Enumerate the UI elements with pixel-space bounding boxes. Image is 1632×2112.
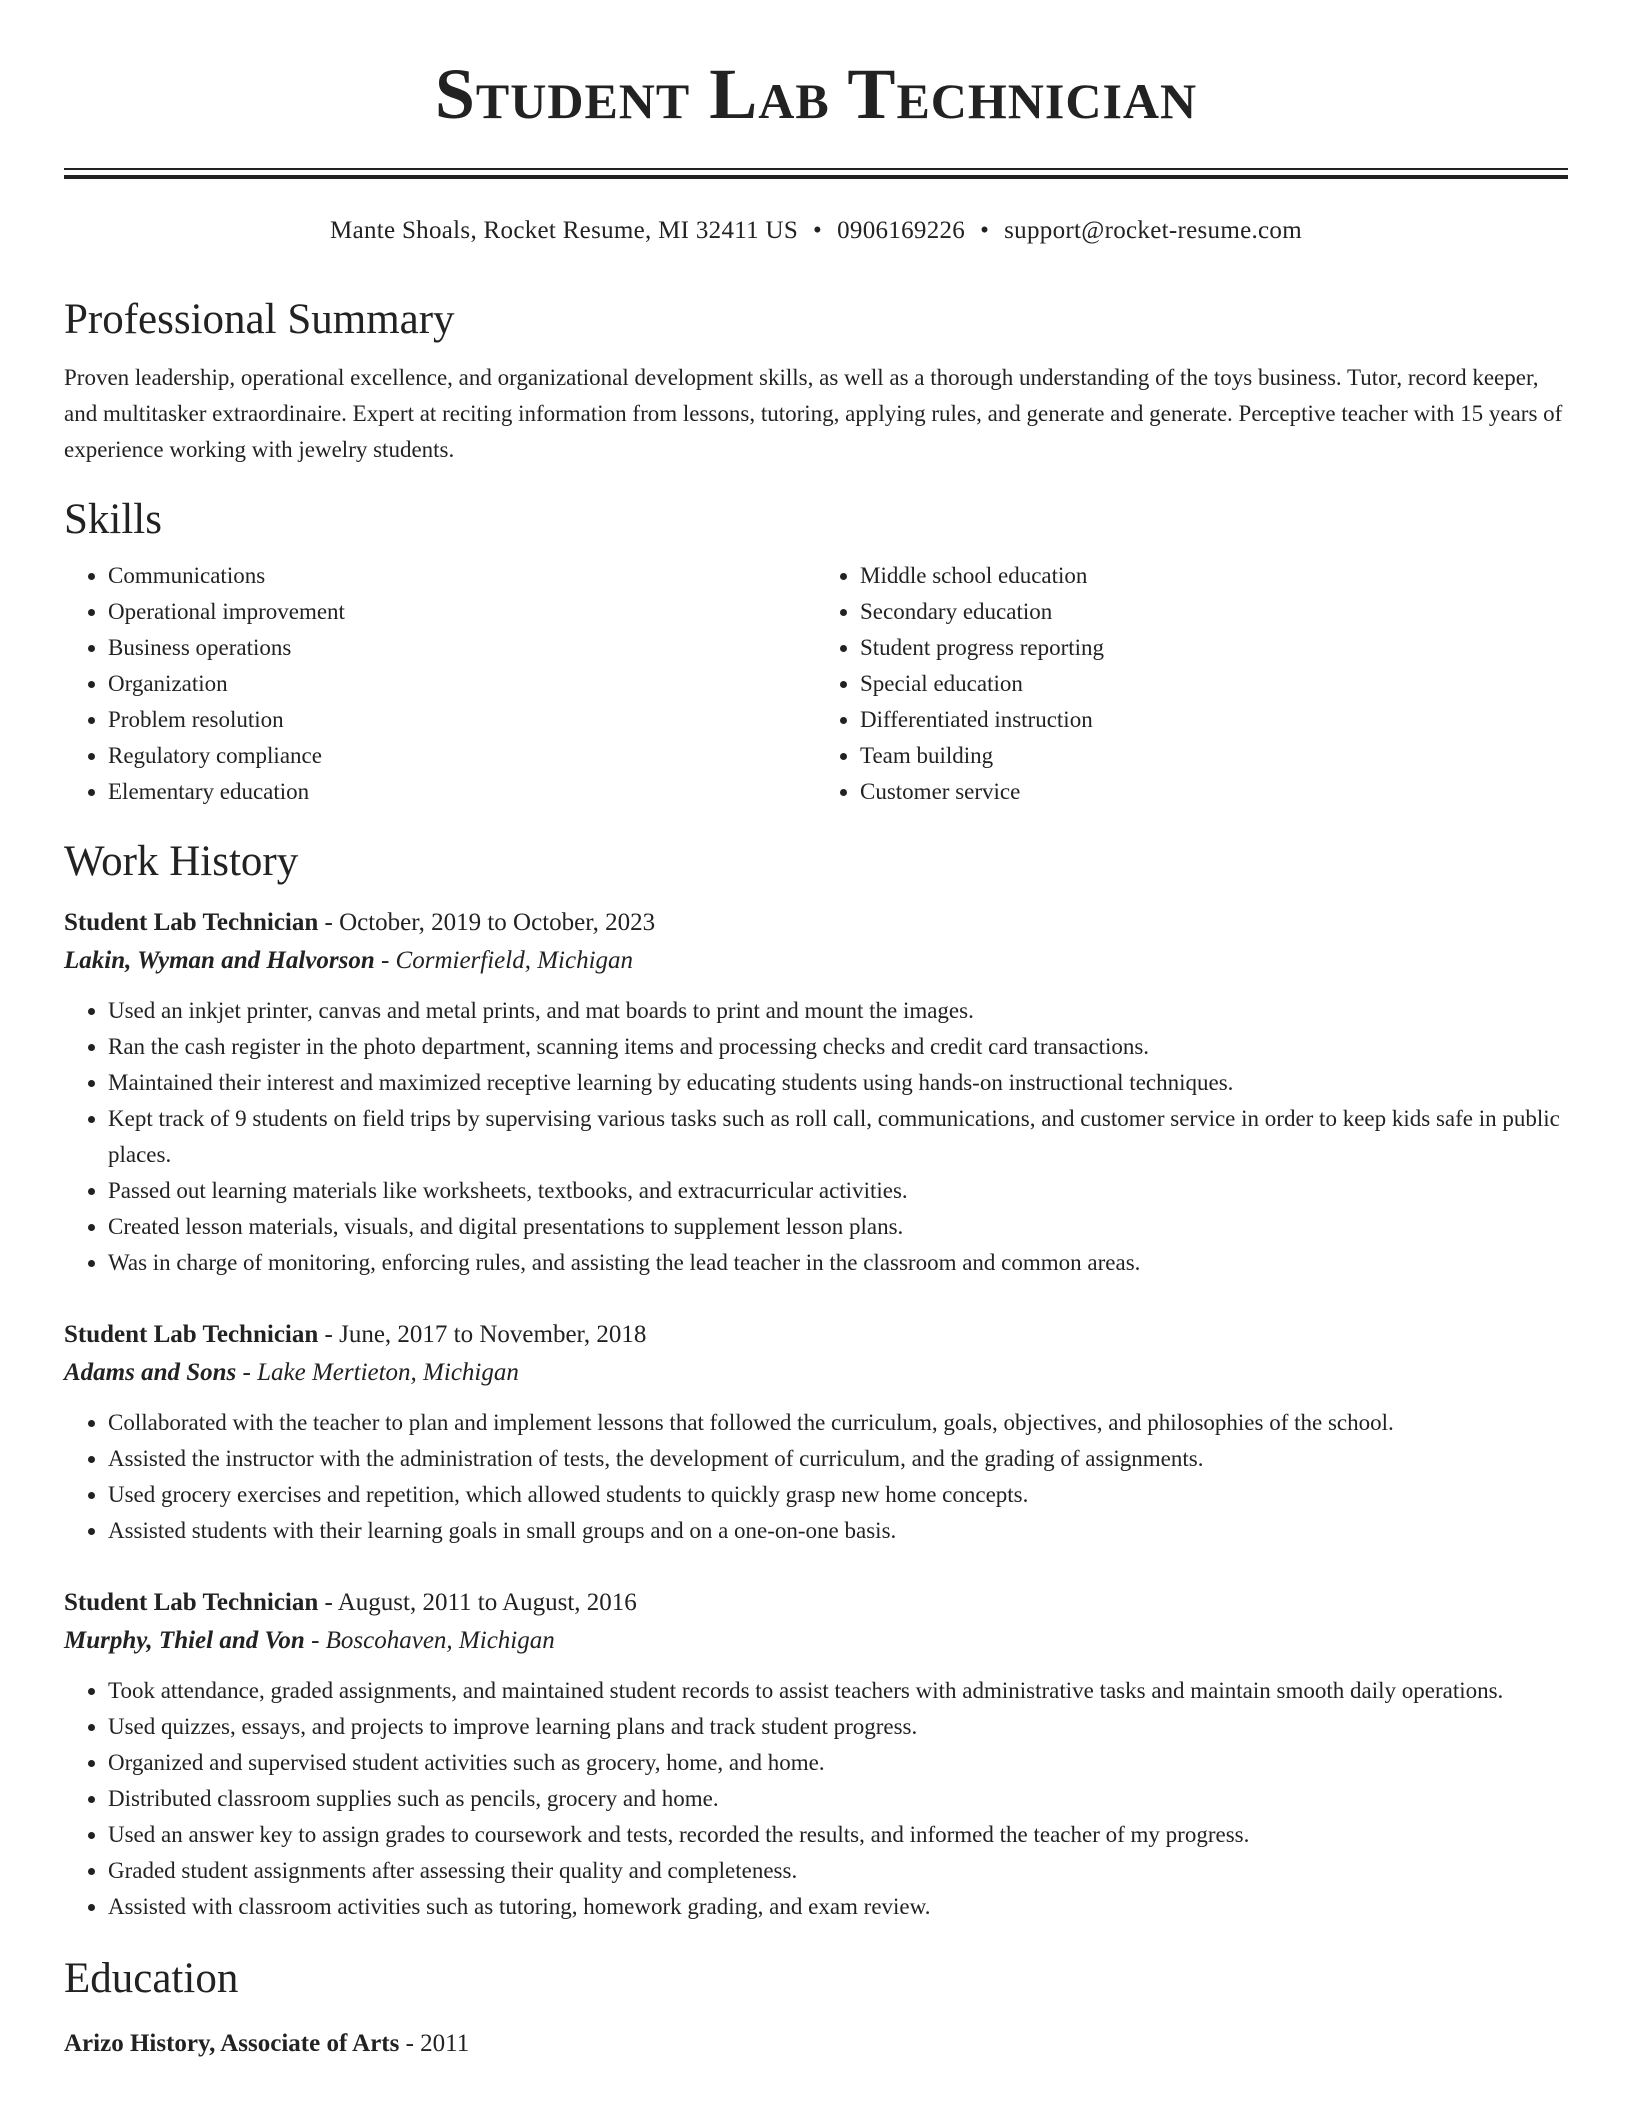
- job-bullet: • Assisted with classroom activities such as tutoring, homework grading, and exam review.: [108, 1889, 1568, 1925]
- job-company: Murphy, Thiel and Von: [64, 1627, 305, 1654]
- job-bullets: [64, 993, 1568, 1281]
- education-degree: , Associate of Arts: [209, 2030, 400, 2057]
- contact-separator: •: [813, 217, 823, 244]
- skills-right-list: [816, 558, 1568, 810]
- skills-left-list: [64, 558, 816, 810]
- job-title: Student Lab Technician: [64, 1321, 319, 1348]
- job-title: Student Lab Technician: [64, 1589, 319, 1616]
- skill-item: • Business operations: [108, 630, 816, 666]
- summary-heading: Professional Summary: [64, 296, 455, 343]
- summary-text: Proven leadership, operational excellence, and organizational development skills, as well as a thorough understanding of the toys business. Tutor, record keeper, and multitasker extraordinaire. Expert at reciting information from lessons, tutoring, applying rules, and generate and generate. Perceptive teacher with 15 years of experience working with jewelry students.: [64, 365, 1563, 462]
- education-entry: [64, 2025, 1568, 2063]
- education-year: - 2011: [399, 2030, 470, 2057]
- skill-item: • Differentiated instruction: [860, 702, 1568, 738]
- job-company-line: [64, 942, 1568, 980]
- job-company-line: [64, 1354, 1568, 1392]
- job-bullet: • Graded student assignments after assessing their quality and completeness.: [108, 1853, 1568, 1889]
- job-bullets: [64, 1673, 1568, 1925]
- resume-name: Student Lab Technician: [434, 54, 1198, 134]
- job-bullet: • Maintained their interest and maximized receptive learning by educating students using hands-on instructional techniques.: [108, 1065, 1568, 1101]
- job-dates: - June, 2017 to November, 2018: [318, 1321, 647, 1348]
- skill-item: • Student progress reporting: [860, 630, 1568, 666]
- skills-heading: Skills: [64, 496, 162, 543]
- skill-item: • Special education: [860, 666, 1568, 702]
- contact-email: support@rocket-resume.com: [1004, 217, 1302, 244]
- job-bullet: • Passed out learning materials like worksheets, textbooks, and extracurricular activities.: [108, 1173, 1568, 1209]
- skill-item: • Elementary education: [108, 774, 816, 810]
- skill-item: • Team building: [860, 738, 1568, 774]
- skill-item: • Middle school education: [860, 558, 1568, 594]
- job-bullet: • Collaborated with the teacher to plan and implement lessons that followed the curriculum, goals, objectives, and philosophies of the school.: [108, 1405, 1568, 1441]
- contact-address: Mante Shoals, Rocket Resume, MI 32411 US: [330, 217, 799, 244]
- education-heading: Education: [64, 1955, 239, 2002]
- job-bullet: • Ran the cash register in the photo department, scanning items and processing checks and credit card transactions.: [108, 1029, 1568, 1065]
- education-list: [64, 2025, 1568, 2063]
- summary-section: [64, 294, 1568, 468]
- job-bullet: • Distributed classroom supplies such as pencils, grocery and home.: [108, 1781, 1568, 1817]
- skill-item: • Organization: [108, 666, 816, 702]
- resume-content: [64, 294, 1568, 2063]
- job-title-line: [64, 1316, 1568, 1354]
- skill-item: • Secondary education: [860, 594, 1568, 630]
- job-bullets: [64, 1405, 1568, 1549]
- job-title-line: [64, 904, 1568, 942]
- skill-item: • Operational improvement: [108, 594, 816, 630]
- job-bullet: • Assisted the instructor with the administration of tests, the development of curriculum, and the grading of assignments.: [108, 1441, 1568, 1477]
- job-bullet: • Took attendance, graded assignments, and maintained student records to assist teachers with administrative tasks and maintain smooth daily operations.: [108, 1673, 1568, 1709]
- contact-separator: •: [980, 217, 990, 244]
- job-bullet: • Used an answer key to assign grades to coursework and tests, recorded the results, and informed the teacher of my progress.: [108, 1817, 1568, 1853]
- contact-line: [0, 216, 1632, 246]
- job-bullet: • Assisted students with their learning goals in small groups and on a one-on-one basis.: [108, 1513, 1568, 1549]
- job-bullet: • Used an inkjet printer, canvas and metal prints, and mat boards to print and mount the images.: [108, 993, 1568, 1029]
- skill-item: • Problem resolution: [108, 702, 816, 738]
- job-location: - Cormierfield, Michigan: [374, 947, 634, 974]
- skills-section: [64, 494, 1568, 810]
- job-title-line: [64, 1584, 1568, 1622]
- job-entry: [64, 1584, 1568, 1925]
- job-entry: [64, 1316, 1568, 1549]
- job-bullet: • Used grocery exercises and repetition, which allowed students to quickly grasp new home concepts.: [108, 1477, 1568, 1513]
- job-bullet: • Was in charge of monitoring, enforcing rules, and assisting the lead teacher in the classroom and common areas.: [108, 1245, 1568, 1281]
- job-dates: - August, 2011 to August, 2016: [318, 1589, 637, 1616]
- skills-grid: [64, 558, 1568, 810]
- job-company: Adams and Sons: [64, 1359, 237, 1386]
- skill-item: • Communications: [108, 558, 816, 594]
- work-history-heading: Work History: [64, 838, 299, 885]
- job-location: - Lake Mertieton, Michigan: [236, 1359, 519, 1386]
- job-company-line: [64, 1622, 1568, 1660]
- job-title: Student Lab Technician: [64, 909, 319, 936]
- job-entry: [64, 904, 1568, 1281]
- job-bullet: • Created lesson materials, visuals, and digital presentations to supplement lesson plans.: [108, 1209, 1568, 1245]
- contact-phone: 0906169226: [837, 217, 966, 244]
- header-rule-thin: [64, 168, 1568, 170]
- job-bullet: • Used quizzes, essays, and projects to improve learning plans and track student progress.: [108, 1709, 1568, 1745]
- skill-item: • Regulatory compliance: [108, 738, 816, 774]
- job-dates: - October, 2019 to October, 2023: [318, 909, 656, 936]
- job-location: - Boscohaven, Michigan: [304, 1627, 555, 1654]
- work-history-section: [64, 836, 1568, 1925]
- job-list: [64, 904, 1568, 1925]
- education-field: Arizo History: [64, 2030, 210, 2057]
- skill-item: • Customer service: [860, 774, 1568, 810]
- job-company: Lakin, Wyman and Halvorson: [64, 947, 375, 974]
- header-rule-thick: [64, 175, 1568, 179]
- job-bullet: • Organized and supervised student activities such as grocery, home, and home.: [108, 1745, 1568, 1781]
- job-bullet: • Kept track of 9 students on field trips by supervising various tasks such as roll call, communications, and customer service in order to keep kids safe in public places.: [108, 1101, 1568, 1173]
- education-section: [64, 1953, 1568, 2063]
